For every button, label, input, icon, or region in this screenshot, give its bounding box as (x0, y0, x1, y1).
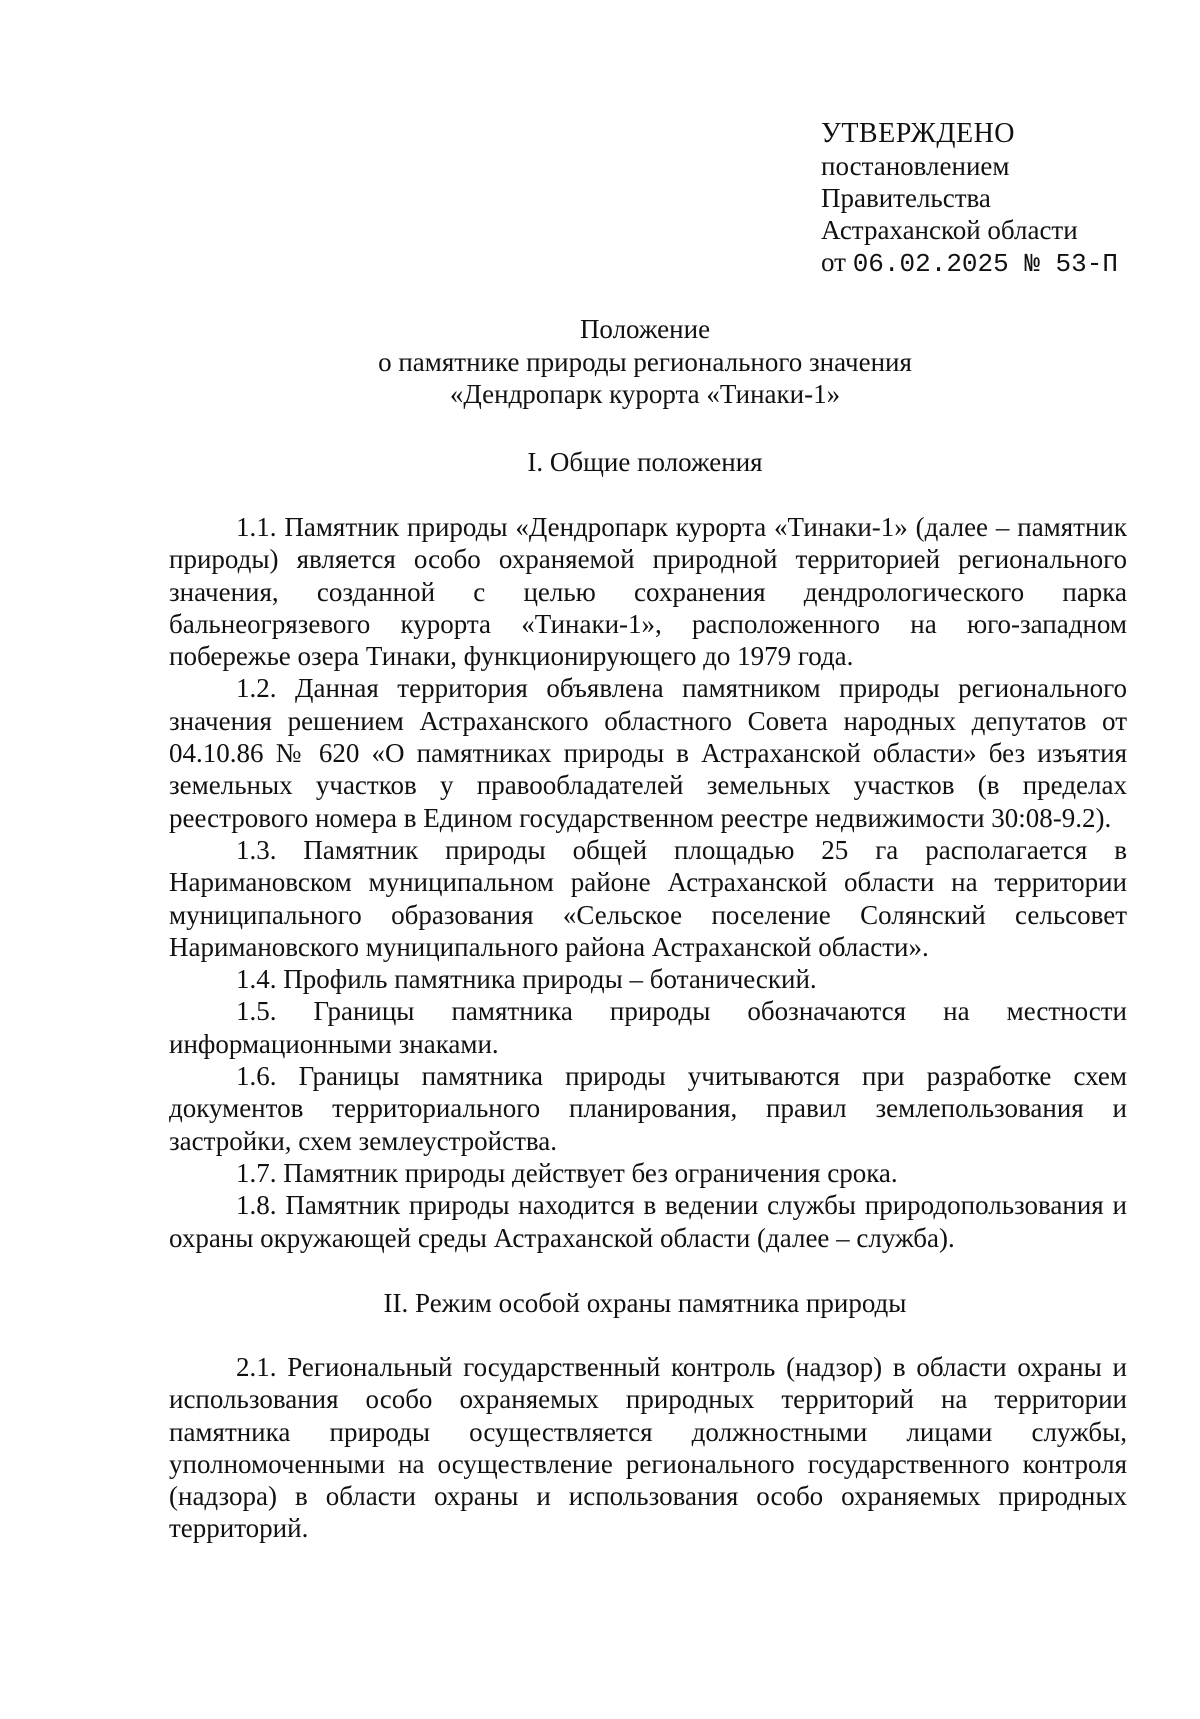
paragraph-1-3: 1.3. Памятник природы общей площадью 25 га располагается в Наримановском муниципальном районе Астраханской области на территории муниципального образования «Сельское поселение Солянский сельсовет Наримановского муниципального района Астраханской области». (169, 834, 1127, 962)
approval-line-1: постановлением (821, 151, 1010, 181)
approval-date-prefix: от (821, 247, 846, 277)
paragraph-1-8: 1.8. Памятник природы находится в ведении службы природопользования и охраны окружающей среды Астраханской области (далее – служба). (169, 1190, 1127, 1253)
paragraph-1-5: 1.5. Границы памятника природы обозначаются на местности информационными знаками. (169, 996, 1127, 1059)
approval-date-number: 06.02.2025 № 53-П (852, 249, 1118, 279)
title-line-3: «Дендропарк курорта «Тинаки-1» (449, 379, 841, 409)
paragraph-1-6: 1.6. Границы памятника природы учитываются при разработке схем документов территориального планирования, правил землепользования и застройки, схем землеустройства. (169, 1061, 1127, 1156)
section-1-heading: I. Общие положения (527, 447, 763, 477)
approval-stamp (821, 118, 1118, 280)
paragraph-2-1: 2.1. Региональный государственный контроль (надзор) в области охраны и использования особо охраняемых природных территорий на территории памятника природы осуществляется должностными лицами службы, уполномоченными на осуществление регионального государственного контроля (надзора) в области охраны и использования особо охраняемых природных территорий. (169, 1352, 1127, 1544)
approval-line-3: Астраханской области (821, 215, 1078, 245)
title-line-1: Положение (579, 314, 711, 344)
section-2-heading: II. Режим особой охраны памятника природы (383, 1288, 907, 1318)
paragraph-1-1: 1.1. Памятник природы «Дендропарк курорта «Тинаки-1» (далее – памятник природы) является особо охраняемой природной территорией регионального значения, созданной с целью сохранения дендрологического парка бальнеогрязевого курорта «Тинаки-1», расположенного на юго-западном побережье озера Тинаки, функционирующего до 1979 года. (169, 512, 1127, 672)
approval-line-2: Правительства (821, 183, 991, 213)
paragraph-1-7: 1.7. Памятник природы действует без ограничения срока. (236, 1157, 898, 1188)
section-1-body (169, 511, 1127, 1254)
approved-label: УТВЕРЖДЕНО (821, 118, 1016, 149)
paragraph-1-4: 1.4. Профиль памятника природы – ботанический. (236, 964, 817, 995)
document-title (0, 313, 1200, 411)
title-line-2: о памятнике природы регионального значения (378, 346, 912, 377)
paragraph-1-2: 1.2. Данная территория объявлена памятником природы регионального значения решением Астраханского областного Совета народных депутатов от 04.10.86 № 620 «О памятниках природы в Астраханской области» без изъятия земельных участков у правообладателей земельных участков (в пределах реестрового номера в Едином государственном реестре недвижимости 30:08-9.2). (169, 673, 1127, 833)
section-2-body (169, 1351, 1127, 1545)
approval-date-line (821, 246, 1118, 280)
